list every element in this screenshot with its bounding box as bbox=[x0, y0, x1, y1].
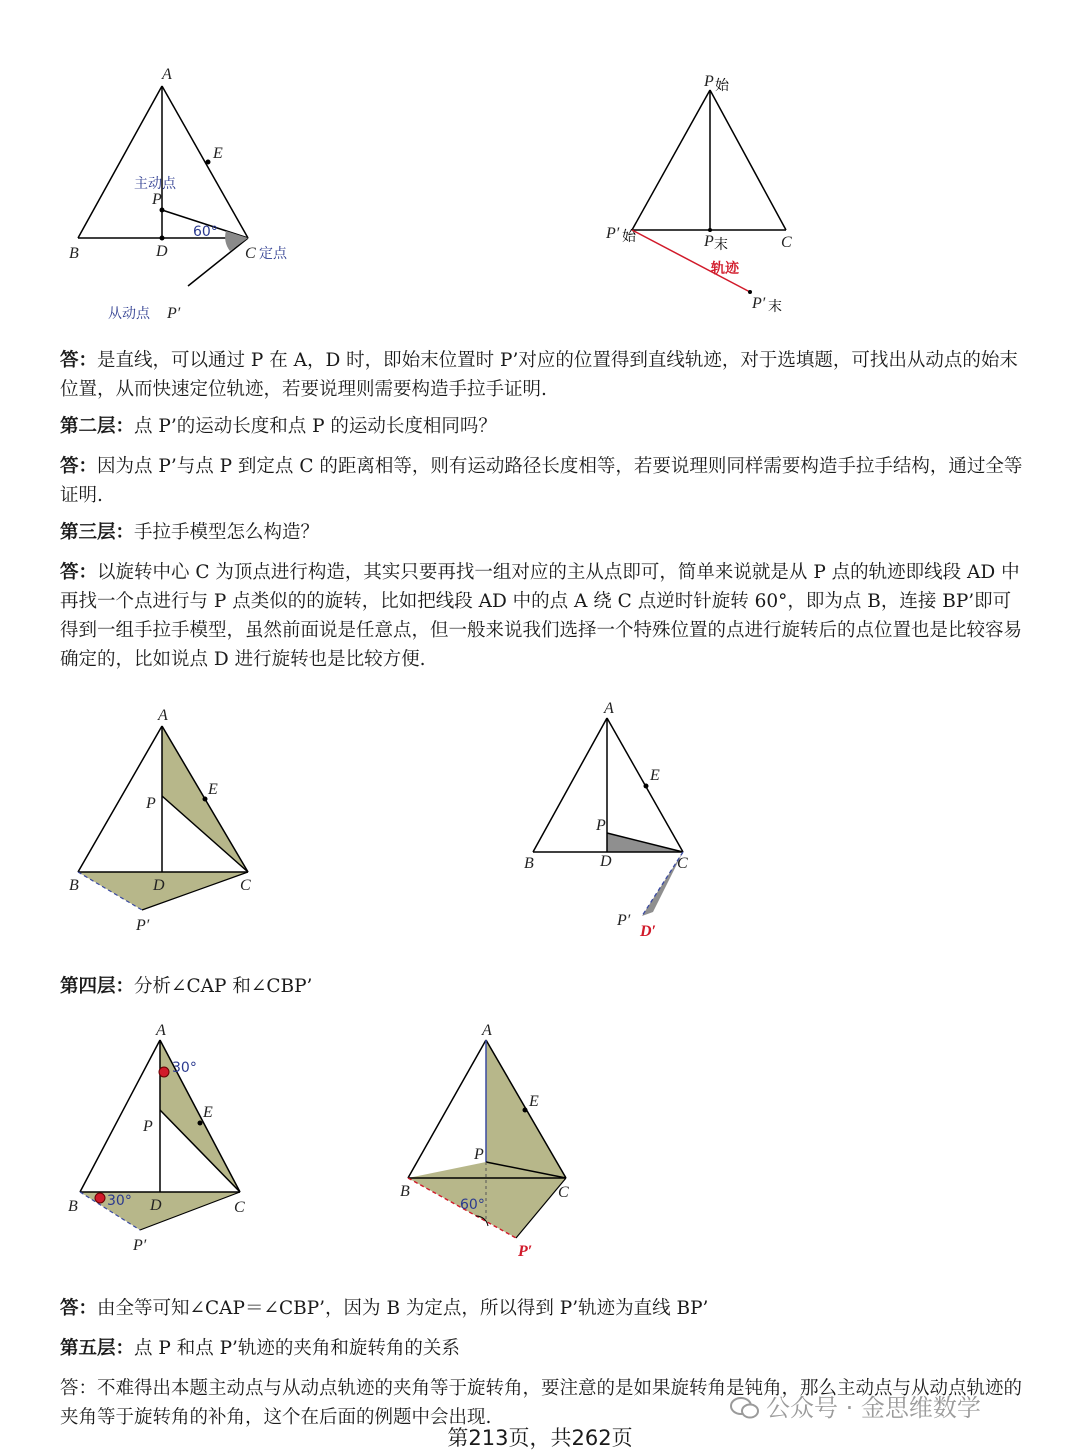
level-5-label: 第五层： bbox=[60, 1338, 135, 1359]
answer-1-label: 答： bbox=[60, 350, 98, 371]
label-p-prime: P′ bbox=[133, 1237, 147, 1254]
label-p-prime: P′ bbox=[617, 912, 631, 929]
answer-2-label: 答： bbox=[60, 456, 98, 477]
segment-cpp bbox=[188, 238, 248, 286]
level-4-label: 第四层： bbox=[60, 976, 135, 997]
label-b: B bbox=[524, 855, 534, 872]
label-c: C bbox=[245, 245, 256, 262]
answer-1 bbox=[60, 346, 1025, 404]
label-d-prime: D′ bbox=[640, 923, 657, 940]
page-footer: 第213页，共262页 bbox=[447, 1426, 633, 1450]
label-e: E bbox=[213, 145, 223, 162]
label-c: C bbox=[781, 234, 792, 251]
label-p-prime: P′ bbox=[136, 917, 150, 934]
label-angle: 60° bbox=[193, 224, 218, 240]
answer-2-text: 因为点 P’与点 P 到定点 C 的距离相等，则有运动路径长度相等，若要说理则同样需要构造手拉手结构，通过全等证明. bbox=[60, 456, 1023, 506]
answer-1-text: 是直线，可以通过 P 在 A，D 时，即始末位置时 P’对应的位置得到直线轨迹，对于选填题，可找出从动点的始末位置，从而快速定位轨迹，若要说理则需要构造手拉手证明. bbox=[60, 350, 1018, 400]
edge-ab bbox=[78, 86, 162, 238]
label-p: P bbox=[474, 1146, 484, 1163]
label-p-start: P bbox=[704, 73, 714, 90]
figure-6 bbox=[390, 1020, 590, 1265]
label-a: A bbox=[162, 66, 172, 83]
edge-left bbox=[632, 90, 710, 230]
label-d: D bbox=[156, 243, 168, 260]
answer-5-text: 不难得出本题主动点与从动点轨迹的夹角等于旋转角，要注意的是如果旋转角是钝角，那么主动点与从动点轨迹的夹角等于旋转角的补角，这个在后面的例题中会出现. bbox=[60, 1378, 1023, 1428]
label-angle: 60° bbox=[460, 1197, 485, 1213]
label-angle-b: 30° bbox=[107, 1193, 132, 1209]
level-4-text: 分析∠CAP 和∠CBP’ bbox=[134, 976, 313, 997]
label-c: C bbox=[234, 1199, 245, 1216]
level-3-label: 第三层： bbox=[60, 522, 135, 543]
label-a: A bbox=[156, 1022, 166, 1039]
edge-ab bbox=[80, 1040, 160, 1192]
label-main-point: 主动点 bbox=[134, 176, 176, 192]
edge-right bbox=[710, 90, 786, 230]
label-b: B bbox=[68, 1198, 78, 1215]
level-5-question bbox=[60, 1334, 1025, 1363]
label-c: C bbox=[240, 877, 251, 894]
label-a: A bbox=[158, 707, 168, 724]
figure-1 bbox=[60, 60, 320, 330]
figure-2 bbox=[590, 70, 810, 320]
label-a: A bbox=[482, 1022, 492, 1039]
label-b: B bbox=[69, 245, 79, 262]
figure-4 bbox=[520, 700, 700, 940]
answer-2 bbox=[60, 452, 1025, 510]
edge-ac bbox=[162, 86, 248, 238]
answer-5-label: 答： bbox=[60, 1378, 98, 1399]
angle-marker-b bbox=[95, 1193, 105, 1203]
answer-3 bbox=[60, 558, 1025, 674]
label-p-prime: P′ bbox=[167, 305, 181, 322]
label-pp-end-sub: 末 bbox=[768, 299, 782, 315]
watermark-text: 公众号 · 金思维数学 bbox=[766, 1394, 981, 1422]
label-p-end-sub: 末 bbox=[714, 237, 728, 253]
label-d: D bbox=[150, 1197, 162, 1214]
label-e: E bbox=[529, 1093, 539, 1110]
label-b: B bbox=[69, 877, 79, 894]
label-b: B bbox=[400, 1183, 410, 1200]
label-e: E bbox=[650, 767, 660, 784]
label-p: P bbox=[152, 191, 162, 208]
label-p: P bbox=[596, 817, 606, 834]
label-p: P bbox=[146, 795, 156, 812]
label-d: D bbox=[153, 877, 165, 894]
answer-3-label: 答： bbox=[60, 562, 98, 583]
angle-marker-a bbox=[159, 1067, 169, 1077]
level-2-question bbox=[60, 412, 1025, 441]
label-p-prime: P′ bbox=[518, 1243, 533, 1260]
label-e: E bbox=[203, 1104, 213, 1121]
label-pp-start: P′ bbox=[606, 225, 620, 242]
label-p-end: P bbox=[704, 233, 714, 250]
label-angle-a: 30° bbox=[172, 1060, 197, 1076]
answer-4-text: 由全等可知∠CAP＝∠CBP’，因为 B 为定点，所以得到 P’轨迹为直线 BP’ bbox=[97, 1298, 709, 1319]
level-3-question bbox=[60, 518, 1025, 547]
answer-4 bbox=[60, 1294, 1025, 1323]
label-trajectory: 轨迹 bbox=[711, 261, 739, 277]
level-5-text: 点 P 和点 P’轨迹的夹角和旋转角的关系 bbox=[134, 1338, 460, 1359]
wechat-watermark bbox=[730, 1388, 981, 1423]
label-p-start-sub: 始 bbox=[715, 78, 729, 94]
label-pp-start-sub: 始 bbox=[622, 229, 636, 245]
label-fixed-point: 定点 bbox=[259, 246, 287, 262]
figure-5 bbox=[60, 1020, 280, 1260]
label-slave-point: 从动点 bbox=[108, 306, 150, 322]
level-2-label: 第二层： bbox=[60, 416, 135, 437]
answer-3-text: 以旋转中心 C 为顶点进行构造，其实只要再找一组对应的主从点即可，简单来说就是从 P 点的轨迹即线段 AD 中再找一个点进行与 P 点类似的的旋转，比如把线段 AD 中的点 A 绕 C 点逆时针旋转 60°，即为点 B，连接 BP’即可得到一组手拉手模型，虽然前面说是任意点，但一般来说我们选择一个特殊位置的点进行旋转后的点位置也是比较容易确定的，比如说点 D 进行旋转也是比较方便. bbox=[60, 562, 1023, 670]
label-c: C bbox=[677, 855, 688, 872]
label-pp-end: P′ bbox=[752, 295, 766, 312]
answer-4-label: 答： bbox=[60, 1298, 98, 1319]
label-a: A bbox=[604, 700, 614, 717]
figure-3 bbox=[60, 700, 280, 940]
wechat-icon bbox=[730, 1396, 760, 1420]
label-c: C bbox=[558, 1184, 569, 1201]
label-p: P bbox=[143, 1118, 153, 1135]
label-d: D bbox=[600, 853, 612, 870]
level-3-text: 手拉手模型怎么构造？ bbox=[134, 522, 320, 543]
level-4-question bbox=[60, 972, 1025, 1001]
label-e: E bbox=[208, 781, 218, 798]
level-2-text: 点 P’的运动长度和点 P 的运动长度相同吗？ bbox=[134, 416, 497, 437]
